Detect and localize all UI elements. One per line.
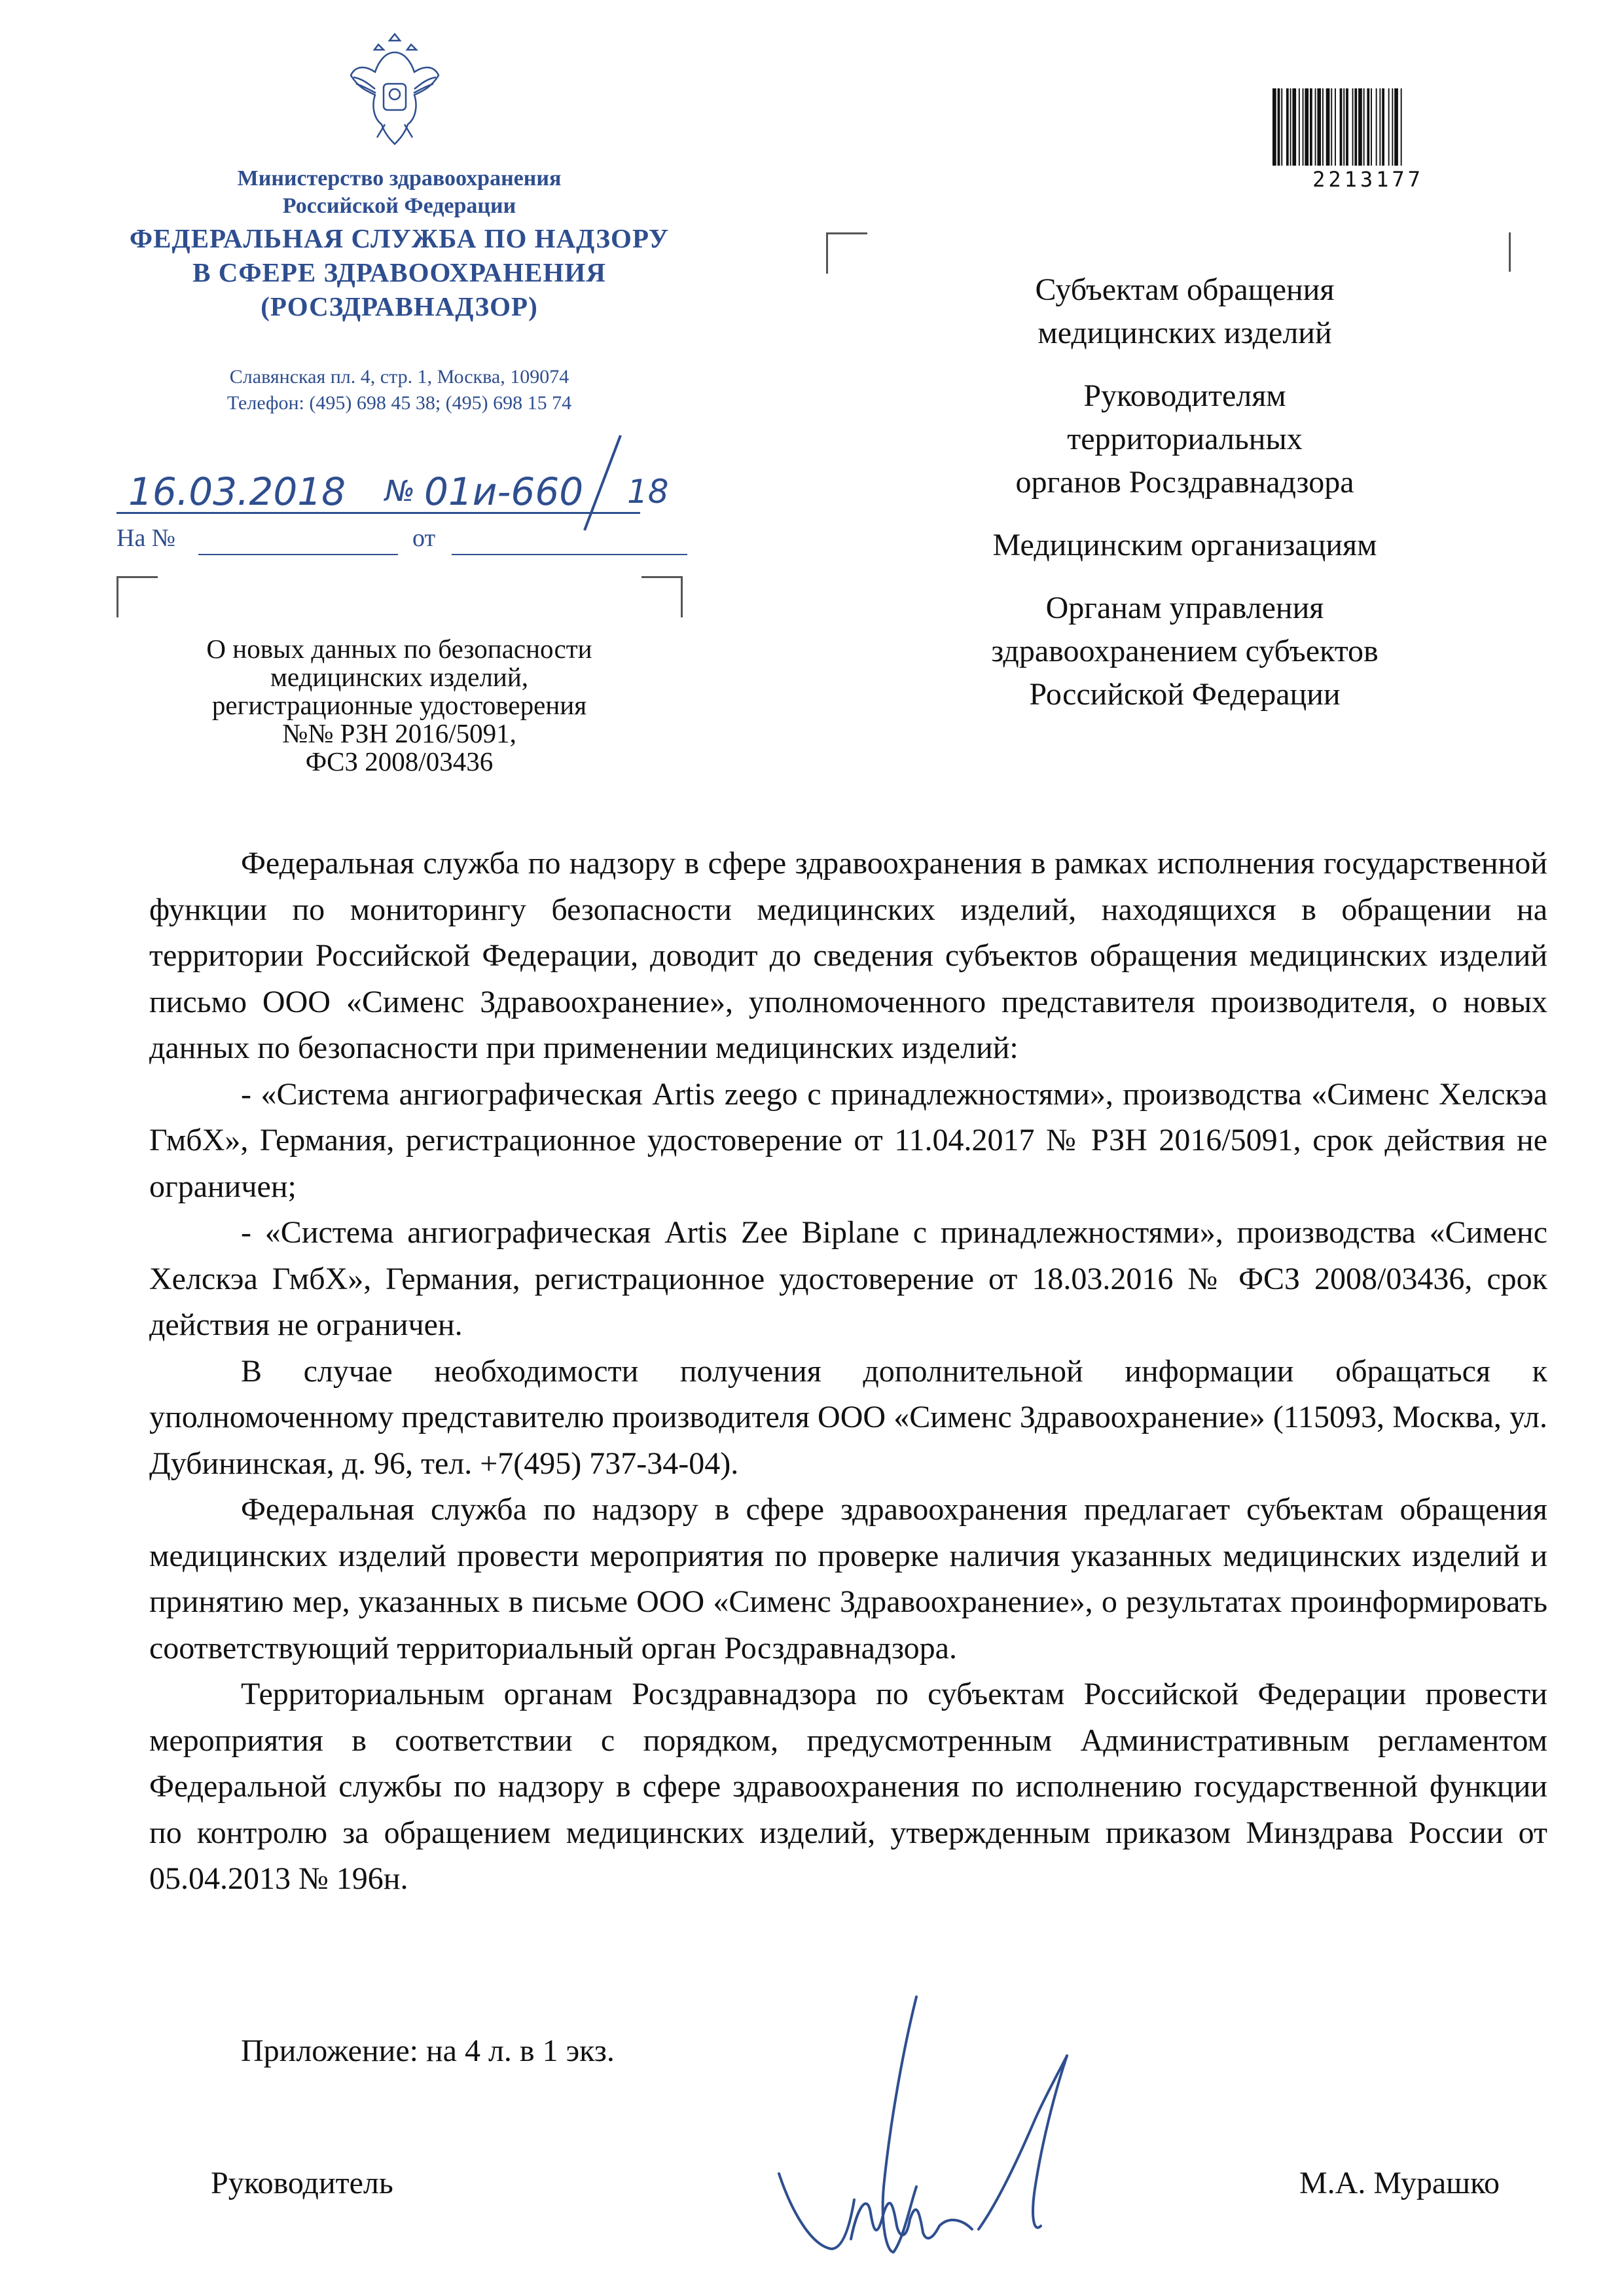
body-paragraph: - «Система ангиографическая Artis zeego с принадлежностями», производства «Сименс Хелскэа ГмбХ», Германия, регистрационное удостоверение от 11.04.2017 № РЗН 2016/5091, срок действия не ограничен; (149, 1076, 1547, 1204)
barcode-bar (1371, 88, 1372, 166)
barcode-bar (1272, 88, 1276, 166)
barcode-number: 2213177 (1312, 167, 1424, 192)
barcode-bar (1278, 88, 1280, 166)
barcode-bar (1382, 88, 1384, 166)
service-line: (РОСЗДРАВНАДЗОР) (261, 291, 538, 321)
ministry-line: Министерство здравоохранения (237, 166, 562, 191)
reference-row (117, 524, 693, 560)
addressee-line: Органам управления (1045, 591, 1324, 625)
from-blank (452, 554, 687, 555)
registration-number: 01и-660 (424, 469, 584, 514)
barcode-bar (1363, 88, 1365, 166)
addressee-line: территориальных (1067, 422, 1303, 456)
body-paragraph: Федеральная служба по надзору в сфере здравоохранения в рамках исполнения государственной функции по мониторингу безопасности медицинских изделий, находящихся в обращении на территории Российской Федерации, доводит до сведения субъектов обращения медицинских изделий письмо ООО «Сименс Здравоохранение», уполномоченного представителя производителя, о новых данных по безопасности при применении медицинских изделий: (149, 846, 1547, 1065)
corner-mark (1470, 232, 1511, 272)
addressee (890, 524, 1479, 567)
corner-mark (826, 232, 867, 274)
service-line: ФЕДЕРАЛЬНАЯ СЛУЖБА ПО НАДЗОРУ (129, 223, 670, 253)
coat-of-arms-icon (346, 26, 444, 151)
registration-underline (117, 512, 640, 514)
barcode-bar (1401, 88, 1402, 166)
barcode-bar (1379, 88, 1380, 166)
barcode-bar (1281, 88, 1282, 166)
barcode-bar (1358, 88, 1362, 166)
registration-number-sign: № (385, 475, 415, 508)
slash-mark (575, 432, 627, 537)
barcode-bar (1315, 88, 1316, 166)
addressee-line: Субъектам обращения (1035, 272, 1335, 307)
barcode-bar (1354, 88, 1357, 166)
barcode-bar (1317, 88, 1321, 166)
barcode-bar (1305, 88, 1308, 166)
service-line: В СФЕРЕ ЗДРАВООХРАНЕНИЯ (192, 257, 606, 287)
body-paragraph: Территориальным органам Росздравнадзора по субъектам Российской Федерации провести мероприятия в соответствии с порядком, предусмотренным Административным регламентом Федеральной службы по надзору в сфере здравоохранения по исполнению государственной функции по контролю за обращением медицинских изделий, утвержденным приказом Минздрава России от 05.04.2013 № 196н. (149, 1677, 1547, 1896)
barcode-bar (1394, 88, 1398, 166)
addressee-line: медицинских изделий (1038, 316, 1332, 350)
corner-mark (641, 576, 683, 617)
addressee-line: здравоохранением субъектов (991, 634, 1379, 668)
registration-year: 18 (627, 473, 669, 511)
reference-blank (198, 554, 398, 555)
signature-icon (753, 1990, 1119, 2278)
barcode-bar (1376, 88, 1377, 166)
attachment-note: Приложение: на 4 л. в 1 экз. (241, 2033, 615, 2068)
registration-line (117, 471, 693, 512)
addressee-line: Российской Федерации (1029, 677, 1341, 712)
reference-label: На № (117, 524, 176, 552)
addressee (890, 587, 1479, 716)
address-line: Славянская пл. 4, стр. 1, Москва, 109074 (229, 366, 569, 388)
barcode-bar (1367, 88, 1369, 166)
barcode-bar (1331, 88, 1332, 166)
barcode-bar (1388, 88, 1390, 166)
ministry-line: Российской Федерации (282, 194, 516, 218)
subject-line: О новых данных по безопасности (206, 634, 592, 664)
barcode-bar (1392, 88, 1393, 166)
addressee (890, 268, 1479, 355)
addressee-line: Руководителям (1083, 378, 1286, 413)
barcode-bar (1286, 88, 1289, 166)
ministry-name (131, 165, 668, 220)
service-name (98, 221, 700, 323)
barcode-bar (1303, 88, 1304, 166)
registration-date: 16.03.2018 (128, 469, 346, 514)
barcode-bar (1346, 88, 1348, 166)
body-paragraph: - «Система ангиографическая Artis Zee Biplane с принадлежностями», производства «Сименс Хелскэа ГмбХ», Германия, регистрационное удостоверение от 18.03.2016 № ФСЗ 2008/03436, срок действия не ограничен. (149, 1215, 1547, 1342)
body-paragraph: Федеральная служба по надзору в сфере здравоохранения предлагает субъектам обращения медицинских изделий провести мероприятия по проверке наличия указанных медицинских изделий и принятию мер, указанных в письме ООО «Сименс Здравоохранение», о результатах проинформировать соответствующий территориальный орган Росздравнадзора. (149, 1492, 1547, 1666)
addressee-block (890, 268, 1479, 736)
from-label: от (412, 524, 436, 552)
barcode-bar (1290, 88, 1291, 166)
letter-body (149, 841, 1547, 1903)
barcode-bar (1335, 88, 1336, 166)
signatory-name: М.А. Мурашко (1299, 2166, 1500, 2200)
barcode-bar (1310, 88, 1312, 166)
signatory-title: Руководитель (211, 2166, 393, 2200)
barcode-bar (1352, 88, 1354, 166)
barcode-bar (1343, 88, 1344, 166)
sender-address (131, 364, 668, 416)
barcode-icon (1270, 88, 1466, 170)
subject-line: регистрационные удостоверения (211, 690, 587, 720)
barcode-bar (1326, 88, 1330, 166)
corner-mark (117, 576, 158, 617)
addressee (890, 374, 1479, 504)
letter-subject (131, 635, 668, 776)
subject-line: №№ РЗН 2016/5091, (282, 718, 516, 748)
phone-line: Телефон: (495) 698 45 38; (495) 698 15 74 (226, 392, 572, 414)
barcode-bar (1340, 88, 1343, 166)
barcode-bar (1299, 88, 1300, 166)
addressee-line: органов Росздравнадзора (1015, 465, 1354, 500)
addressee-line: Медицинским организациям (992, 528, 1377, 562)
barcode-bar (1292, 88, 1296, 166)
body-paragraph: В случае необходимости получения дополнительной информации обращаться к уполномоченному представителю производителя ООО «Сименс Здравоохранение» (115093, Москва, ул. Дубининская, д. 96, тел. +7(495) 737-34-04). (149, 1353, 1547, 1481)
subject-line: медицинских изделий, (270, 662, 529, 692)
barcode-bar (1322, 88, 1324, 166)
subject-line: ФСЗ 2008/03436 (305, 746, 494, 776)
